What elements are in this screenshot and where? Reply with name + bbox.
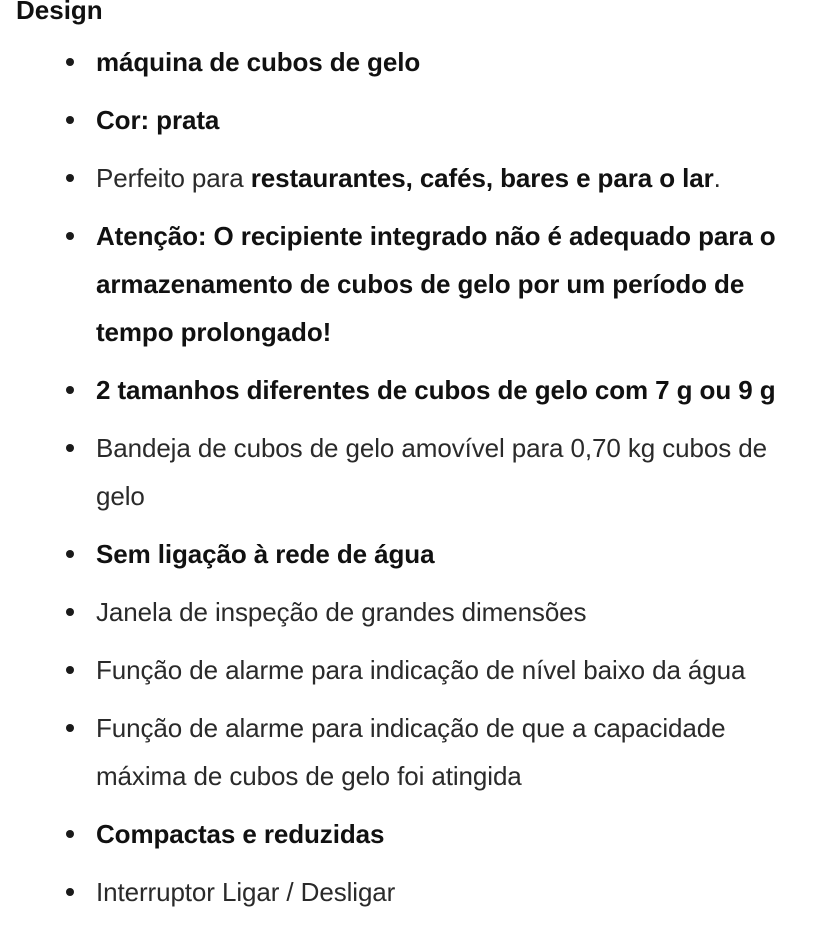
- feature-item: [0, 646, 828, 694]
- feature-item: [0, 424, 828, 520]
- feature-item: [0, 154, 828, 202]
- feature-text-bold: máquina de cubos de gelo: [96, 47, 421, 77]
- feature-item: [0, 212, 828, 356]
- feature-text: Função de alarme para indicação de nível baixo da água: [96, 655, 746, 685]
- feature-item: [0, 38, 828, 86]
- bullet-icon: [66, 444, 74, 452]
- feature-item: [0, 96, 828, 144]
- feature-text-bold: 2 tamanhos diferentes de cubos de gelo com 7 g ou 9 g: [96, 375, 776, 405]
- bullet-icon: [66, 888, 74, 896]
- bullet-icon: [66, 724, 74, 732]
- feature-text: Interruptor Ligar / Desligar: [96, 877, 396, 907]
- feature-list: [0, 38, 828, 926]
- feature-text: Função de alarme para indicação de que a capacidade máxima de cubos de gelo foi atingida: [96, 713, 726, 791]
- feature-item: [0, 366, 828, 414]
- bullet-icon: [66, 666, 74, 674]
- bullet-icon: [66, 174, 74, 182]
- feature-text: Janela de inspeção de grandes dimensões: [96, 597, 587, 627]
- feature-text: Bandeja de cubos de gelo amovível para 0,70 kg cubos de gelo: [96, 433, 767, 511]
- feature-item: [0, 588, 828, 636]
- bullet-icon: [66, 550, 74, 558]
- feature-text: Perfeito para: [96, 163, 251, 193]
- feature-text-bold: Compactas e reduzidas: [96, 819, 385, 849]
- feature-item: [0, 868, 828, 916]
- bullet-icon: [66, 116, 74, 124]
- feature-text-bold: Atenção: O recipiente integrado não é adequado para o armazenamento de cubos de gelo por um período de tempo prolongado!: [96, 221, 776, 347]
- bullet-icon: [66, 58, 74, 66]
- feature-item: [0, 810, 828, 858]
- bullet-icon: [66, 608, 74, 616]
- feature-text-bold: restaurantes, cafés, bares e para o lar: [250, 163, 714, 193]
- feature-text-bold: Cor: prata: [96, 105, 220, 135]
- bullet-icon: [66, 232, 74, 240]
- bullet-icon: [66, 830, 74, 838]
- feature-item: [0, 530, 828, 578]
- feature-text: .: [713, 163, 721, 193]
- section-title: Design: [16, 0, 103, 25]
- feature-text-bold: Sem ligação à rede de água: [96, 539, 435, 569]
- feature-item: [0, 704, 828, 800]
- bullet-icon: [66, 386, 74, 394]
